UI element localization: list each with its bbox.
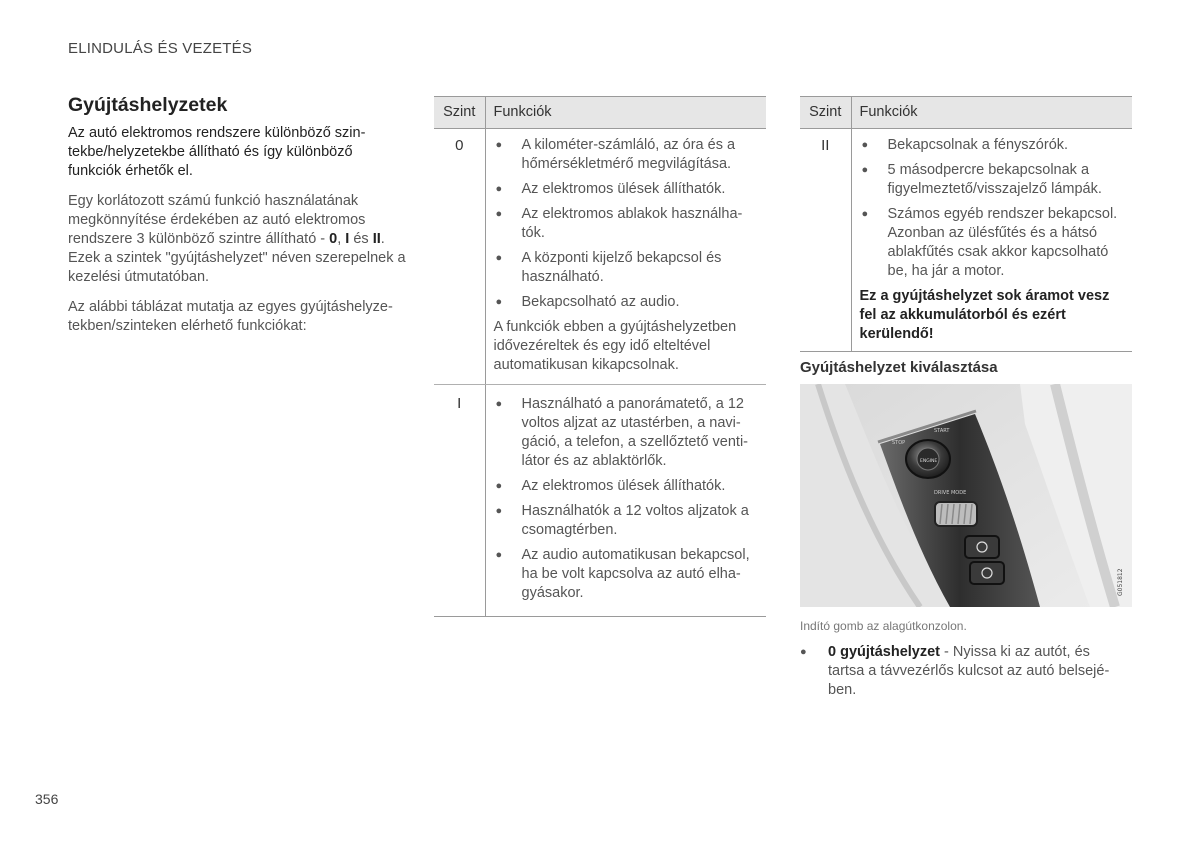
- section-subheading: Gyújtáshelyzet kiválasztása: [800, 359, 998, 376]
- photo-label-drive-mode: DRIVE MODE: [934, 490, 967, 496]
- function-item: ● Használható a panorámatető, a 12 voltos aljzat az utastérben, a navigáció, a telefon, a szellőztető ventilátor és az ablaktörlők.: [494, 395, 759, 471]
- intro-column: [68, 93, 408, 347]
- page-title: Gyújtáshelyzetek: [68, 94, 228, 116]
- column-header-functions: Funkciók: [851, 97, 1132, 129]
- functions-cell: [851, 129, 1132, 352]
- functions-cell: [485, 129, 766, 385]
- column-header-level: Szint: [800, 97, 851, 129]
- bullet-icon: ●: [800, 646, 807, 658]
- section-header: ELINDULÁS ÉS VEZETÉS: [68, 40, 253, 57]
- warning-text: Ez a gyújtáshelyzet sok áramot vesz fel az akkumulátorból és ezért kerülendő!: [859, 288, 1110, 342]
- table-header-row: [434, 97, 766, 129]
- separator: és: [349, 231, 373, 247]
- level-cell: I: [434, 385, 485, 617]
- intro-paragraph-text-a: Egy korlátozott számú funkció használatának megkönnyítése érdekében az autó elektromos rendszere 3 különböző szintre állítható -: [68, 193, 366, 247]
- step-description: - Nyissa ki az autót, és tartsa a távvezérlős kulcsot az autó belsejében.: [828, 644, 1110, 698]
- function-item: ● Számos egyéb rendszer bekapcsol. Azonban az ülésfűtés és a hátsó ablakfűtés csak akkor kapcsolható be, ha jár a motor.: [860, 205, 1125, 281]
- lead-paragraph: Az autó elektromos rendszere különböző szintekbe/helyzetekbe állítható és így különböző funkciók érhetők el.: [68, 125, 366, 179]
- function-item: ● 5 másodpercre bekapcsolnak a figyelmeztető/visszajelző lámpák.: [860, 161, 1125, 199]
- function-item: ● Az audio automatikusan bekapcsol, ha be volt kapcsolva az autó elhagyásakor.: [494, 546, 759, 603]
- function-item: ● Az elektromos ülések állíthatók.: [494, 477, 759, 496]
- table-row: [434, 385, 766, 617]
- table-intro-paragraph: Az alábbi táblázat mutatja az egyes gyújtáshelyzetekben/szinteken elérhető funkciókat:: [68, 299, 393, 334]
- table-row: [800, 129, 1132, 352]
- function-item: ● A központi kijelző bekapcsol és használható.: [494, 249, 759, 287]
- photo-label-engine: ENGINE: [920, 459, 938, 464]
- function-item: ● A kilométer-számláló, az óra és a hőmérsékletmérő megvilágítása.: [494, 136, 759, 174]
- intro-paragraph: [68, 192, 408, 287]
- function-item: ● Használhatók a 12 voltos aljzatok a csomagtérben.: [494, 502, 759, 540]
- function-list: [494, 395, 759, 603]
- step-title: 0 gyújtáshelyzet: [828, 644, 941, 660]
- step-item: [800, 643, 1130, 700]
- column-header-level: Szint: [434, 97, 485, 129]
- function-list: [860, 136, 1125, 281]
- intro-paragraph-text-b: . Ezek a szintek "gyújtáshelyzet" néven szerepelnek a kezelési útmutatóban.: [68, 231, 406, 285]
- table-header-row: [800, 97, 1132, 129]
- separator: ,: [337, 231, 346, 247]
- photo-label-start: START: [934, 428, 950, 434]
- function-list: [494, 136, 759, 312]
- start-button-photo: [800, 384, 1132, 607]
- levels-table-2: [800, 96, 1132, 352]
- function-item: ● Az elektromos ablakok használhatók.: [494, 205, 759, 243]
- level-note: A funkciók ebben a gyújtáshelyzetben idővezéreltek és egy idő elteltével automatikusan kikapcsolnak.: [493, 319, 737, 373]
- function-item: ● Bekapcsolható az audio.: [494, 293, 759, 312]
- photo-label-stop: STOP: [892, 440, 906, 446]
- functions-cell: [485, 385, 766, 617]
- function-item: ● Bekapcsolnak a fényszórók.: [860, 136, 1125, 155]
- function-item: ● Az elektromos ülések állíthatók.: [494, 180, 759, 199]
- levels-table-1: [434, 96, 766, 617]
- table-row: [434, 129, 766, 385]
- level-1-label: I: [345, 231, 350, 247]
- image-code: G051812: [1117, 568, 1124, 596]
- level-2-label: II: [372, 231, 381, 247]
- level-cell: II: [800, 129, 851, 352]
- page-number: 356: [35, 791, 59, 807]
- level-cell: 0: [434, 129, 485, 385]
- photo-caption: Indító gomb az alagútkonzolon.: [800, 619, 967, 633]
- column-header-functions: Funkciók: [485, 97, 766, 129]
- step-text: [828, 643, 1130, 700]
- level-0-label: 0: [329, 231, 338, 247]
